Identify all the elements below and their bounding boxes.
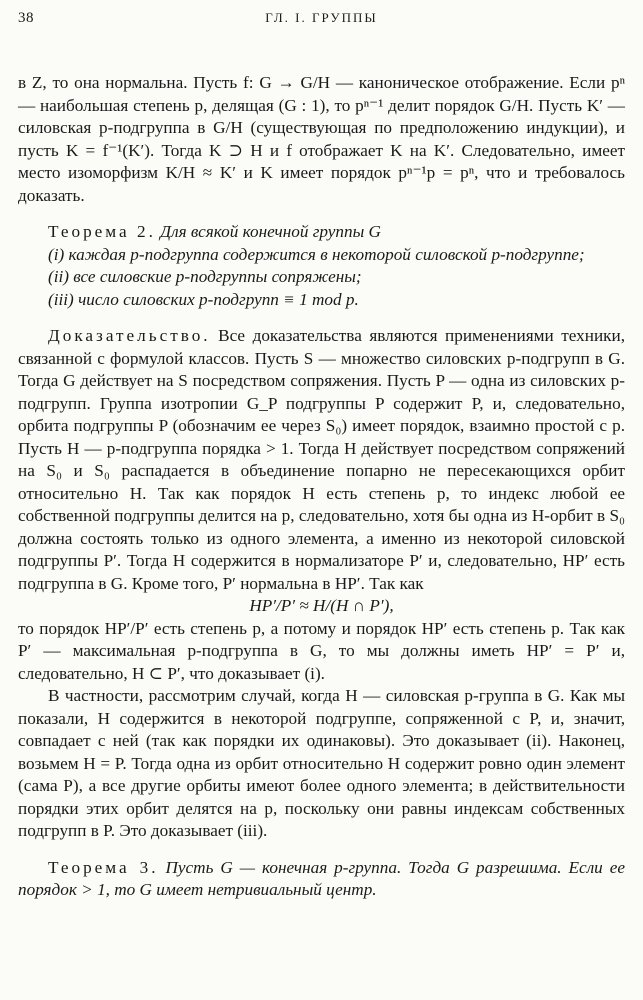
theorem-2-item-3: (iii) число силовских p-подгрупп ≡ 1 mod p. xyxy=(48,289,359,309)
theorem-2-intro: Для всякой конечной группы G xyxy=(160,222,381,241)
theorem-3-text: Пусть G — конечная p-группа. Тогда G разрешима. Если ее порядок > 1, то G имеет нетривиальный центр. xyxy=(18,857,625,899)
theorem-3-label: Теорема 3. xyxy=(48,857,159,877)
proof-label: Доказательство. xyxy=(48,326,211,345)
display-formula: HP′/P′ ≈ H/(H ∩ P′), xyxy=(249,596,394,615)
proof-paragraph-2: В частности, рассмотрим случай, когда H — силовская p-группа в G. Как мы показали, H содержится в некоторой подгруппе, сопряженной с P, и, значит, совпадает с ней (так как порядки их одинаковы). Это доказывает (ii). Наконец, возьмем H = P. Тогда одна из орбит относительно H содержит ровно один элемент (сама P), а все другие орбиты имеют более одного элемента; в действительности порядки этих орбит делятся на p, поскольку они равны индексам собственных подгрупп в P. Это доказывает (iii). xyxy=(18,686,625,840)
theorem-2-item-2: (ii) все силовские p-подгруппы сопряжены; xyxy=(48,267,362,286)
page-body xyxy=(18,72,625,902)
page-number: 38 xyxy=(18,10,34,26)
proof-text: Все доказательства являются применениями техники, связанной с формулой классов. Пусть S — множество силовских p-подгрупп в G. Тогда G действует на S посредством сопряжения. Пусть P — одна из силовских p-подгрупп. Группа изотропии G_P подгруппы P содержит P, и, следовательно, орбита подгруппы P (обозначим ее через S₀) имеет порядок, взаимно простой с p. Пусть H — p-подгруппа порядка > 1. Тогда H действует посредством сопряжений на S₀ и S₀ распадается в объединение попарно не пересекающихся орбит относительно H. Так как порядок H есть степень p, то индекс любой ее собственной подгруппы делится на p, следовательно, хотя бы одна из H-орбит в S₀ должна состоять только из одного элемента, а именно из некоторой силовской подгруппы P′. Тогда H содержится в нормализаторе P′ и, следовательно, HP′ есть подгруппа в G. Кроме того, P′ нормальна в HP′. Так как xyxy=(18,326,626,593)
running-title: ГЛ. I. ГРУППЫ xyxy=(265,10,378,25)
theorem-2 xyxy=(18,221,625,244)
proof-continuation: то порядок HP′/P′ есть степень p, а потому и порядок HP′ есть степень p. Так как P′ — максимальная p-подгруппа в G, то мы должны иметь HP′ = P′ и, следовательно, H ⊂ P′, что доказывает (i). xyxy=(18,618,625,683)
theorem-2-item-1: (i) каждая p-подгруппа содержится в некоторой силовской p-подгруппе; xyxy=(48,244,585,264)
proof-paragraph xyxy=(18,325,625,595)
paragraph-proof-end: в Z, то она нормальна. Пусть f: G → G/H — каноническое отображение. Если pⁿ — наибольшая степень p, делящая (G : 1), то pⁿ⁻¹ делит порядок G/H. Пусть K′ — силовская p-подгруппа в G/H (существующая по предположению индукции), и пусть K = f⁻¹(K′). Тогда K ⊃ H и f отображает K на K′. Следовательно, имеет место изоморфизм K/H ≈ K′ и K имеет порядок pⁿ⁻¹p = pⁿ, что и требовалось доказать. xyxy=(18,73,625,205)
theorem-3 xyxy=(18,857,625,902)
page-header xyxy=(18,10,625,34)
theorem-2-label: Теорема 2. xyxy=(48,222,156,241)
